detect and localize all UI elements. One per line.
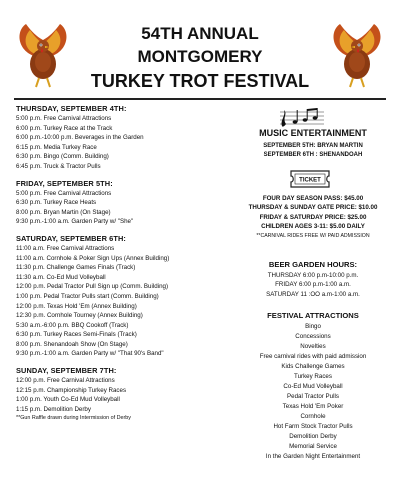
schedule-event: 6:00 p.m.-10:00 p.m. Beverages in the Garden [16, 134, 144, 142]
schedule-event: 9:30 p.m.-1:00 a.m. Garden Party w/ "That 90's Band" [16, 350, 164, 358]
music-title: MUSIC ENTERTAINMENT [259, 128, 367, 138]
day-title: SATURDAY, SEPTEMBER 6TH: [16, 233, 126, 243]
header [0, 0, 400, 96]
schedule-event: 8:00 p.m. Shenandoah Show (On Stage) [16, 340, 128, 348]
schedule-event: 5:30 a.m.-6:00 p.m. BBQ Cookoff (Track) [16, 321, 129, 329]
attraction-item: Memorial Service [289, 443, 337, 450]
schedule-event: 11:00 a.m. Free Carnival Attractions [16, 244, 115, 252]
schedule-event: 1:00 p.m. Pedal Tractor Pulls start (Comm. Building) [16, 292, 159, 300]
day-friday [16, 179, 226, 227]
day-saturday [16, 234, 226, 359]
beer-garden-title: BEER GARDEN HOURS: [268, 260, 358, 269]
schedule-event: 5:00 p.m. Free Carnival Attractions [16, 189, 112, 197]
attraction-item: Texas Hold 'Em Poker [282, 403, 344, 410]
schedule-event: 6:30 p.m. Turkey Races Semi-Finals (Track) [16, 331, 137, 339]
ticket-price-line: THURSDAY & SUNDAY GATE PRICE: $10.00 [248, 204, 378, 212]
day-title: FRIDAY, SEPTEMBER 5TH: [16, 178, 113, 188]
attraction-item: Pedal Tractor Pulls [287, 393, 339, 400]
attraction-item: Hot Farm Stock Tractor Pulls [273, 423, 353, 430]
beer-garden-line: THURSDAY 6:00 p.m-10:00 p.m. [267, 272, 359, 279]
schedule-event: 9:30 p.m.-1:00 a.m. Garden Party w/ "She" [16, 218, 134, 226]
schedule-event: 12:15 p.m. Championship Turkey Races [16, 386, 127, 394]
schedule-event: 12:30 p.m. Cornhole Tourney (Annex Building) [16, 312, 143, 320]
schedule-event: 6:45 p.m. Truck & Tractor Pulls [16, 162, 101, 170]
attraction-item: Co-Ed Mud Volleyball [283, 383, 343, 390]
music-line-1: SEPTEMBER 5TH: BRYAN MARTIN [263, 143, 363, 149]
attraction-item: Concessions [295, 333, 331, 340]
ticket-icon [288, 168, 332, 190]
attraction-item: Demolition Derby [289, 433, 337, 440]
beer-garden-line: FRIDAY 6:00 p.m-1:00 a.m. [275, 281, 351, 289]
title-line-2: MONTGOMERY [137, 47, 263, 66]
ticket-icon-label: TICKET [299, 177, 321, 184]
attraction-item: Free carnival rides with paid admission [259, 353, 367, 360]
music-notes-icon [278, 106, 326, 128]
schedule-event: 12:00 p.m. Pedal Tractor Pull Sign up (Comm. Building) [16, 283, 169, 291]
day-title: THURSDAY, SEPTEMBER 4TH: [16, 104, 127, 113]
day-sunday [16, 366, 226, 422]
ticket-price-line: FRIDAY & SATURDAY PRICE: $25.00 [259, 213, 367, 221]
ticket-note: **CARNIVAL RIDES FREE W/ PAID ADMISSION [256, 232, 370, 239]
raffle-note: **Gun Raffle drawn during Intermission of Derby [16, 415, 131, 422]
schedule-event: 8:00 p.m. Bryan Martin (On Stage) [16, 208, 111, 216]
attraction-item: In the Garden Night Entertainment [265, 453, 361, 460]
ticket-price-line: CHILDREN AGES 3-11: $5.00 DAILY [261, 223, 365, 231]
schedule-event: 1:15 p.m. Demolition Derby [16, 405, 91, 413]
beer-garden-section [228, 260, 398, 299]
schedule-event: 6:30 p.m. Turkey Race Heats [16, 199, 97, 207]
attraction-item: Turkey Races [294, 373, 332, 380]
attraction-item: Kids Challenge Games [281, 363, 345, 370]
festival-attractions-section [228, 311, 398, 462]
attraction-item: Bingo [305, 323, 321, 330]
day-title: SUNDAY, SEPTEMBER 7TH: [16, 366, 117, 376]
title-line-3: TURKEY TROT FESTIVAL [90, 71, 310, 91]
schedule-event: 5:00 p.m. Free Carnival Attractions [16, 115, 112, 122]
attraction-item: Novelties [300, 343, 326, 350]
schedule-event: 12:00 p.m. Free Carnival Attractions [16, 377, 115, 385]
header-divider [14, 98, 386, 100]
schedule-event: 6:30 p.m. Bingo (Comm. Building) [16, 153, 109, 161]
ticket-price-line: FOUR DAY SEASON PASS: $45.00 [262, 195, 364, 202]
music-line-2: SEPTEMBER 6TH : SHENANDOAH [263, 152, 363, 158]
schedule-column [16, 104, 226, 429]
day-thursday [16, 104, 226, 172]
beer-garden-line: SATURDAY 11 :OO a.m-1:00 a.m. [266, 290, 360, 298]
schedule-event: 11:30 p.m. Challenge Games Finals (Track) [16, 264, 136, 272]
schedule-event: 11:30 a.m. Co-Ed Mud Volleyball [16, 273, 106, 281]
schedule-event: 11:00 a.m. Cornhole & Poker Sign Ups (Annex Building) [16, 254, 170, 262]
schedule-event: 1:00 p.m. Youth Co-Ed Mud Volleyball [16, 396, 120, 404]
turkey-right-illustration [326, 18, 388, 90]
title-line-1: 54TH ANNUAL [141, 24, 259, 43]
attraction-item: Cornhole [300, 413, 326, 420]
schedule-event: 6:15 p.m. Media Turkey Race [16, 143, 97, 151]
schedule-event: 12:00 p.m. Texas Hold 'Em (Annex Building) [16, 302, 137, 310]
ticket-prices [228, 194, 398, 240]
schedule-event: 6:00 p.m. Turkey Race at the Track [16, 124, 113, 132]
attractions-title: FESTIVAL ATTRACTIONS [267, 311, 359, 320]
